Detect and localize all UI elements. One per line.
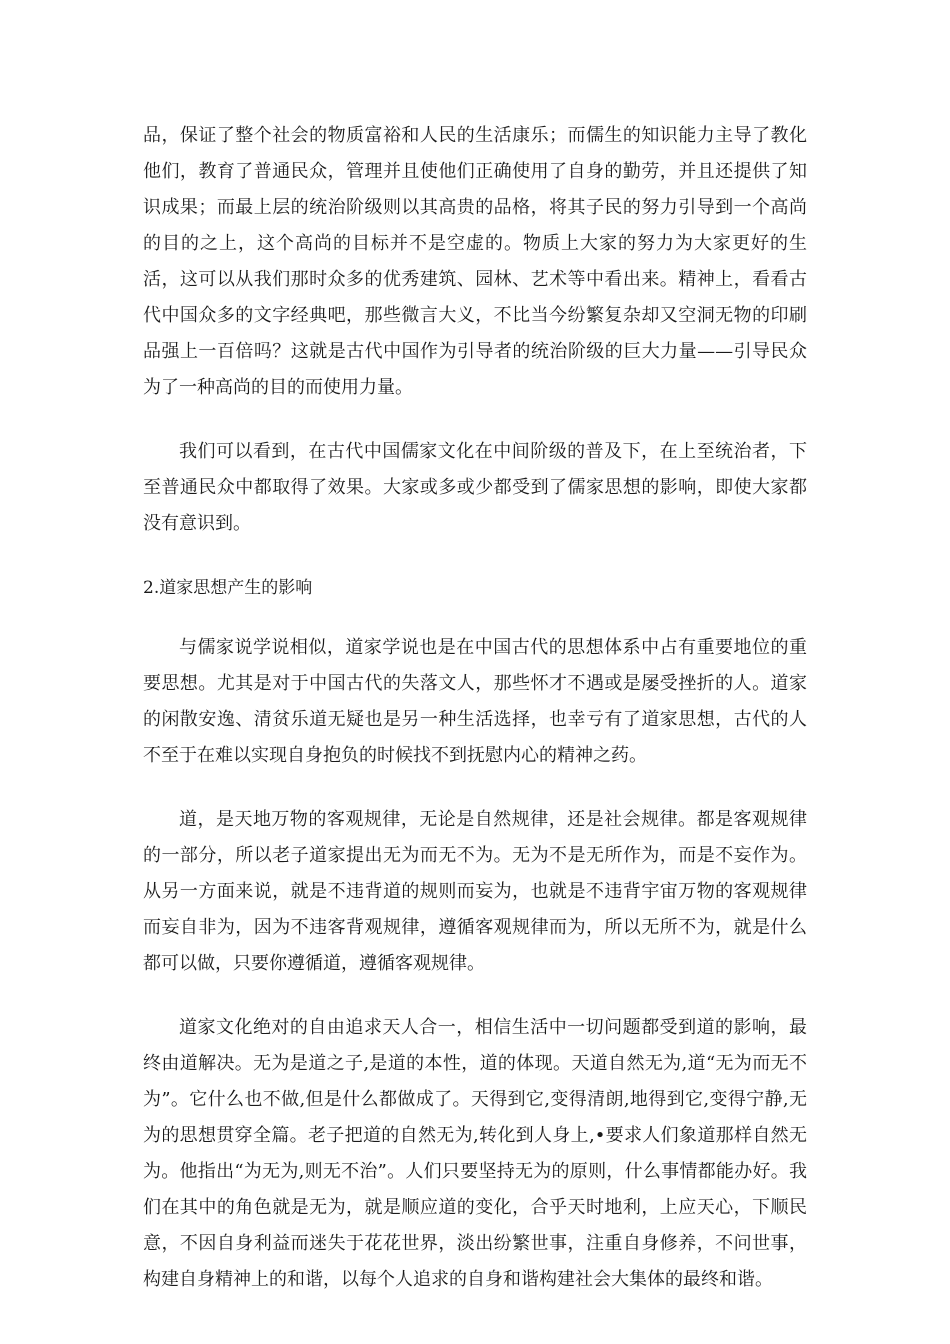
paragraph-confucian-society: 品，保证了整个社会的物质富裕和人民的生活康乐；而儒生的知识能力主导了教化他们，教育了普通民众，管理并且使他们正确使用了自身的勤劳，并且还提供了知识成果；而最上层的统治阶级则以其高贵的品格，将其子民的努力引导到一个高尚的目的之上，这个高尚的目标并不是空虚的。物质上大家的努力为大家更好的生活，这可以从我们那时众多的优秀建筑、园林、艺术等中看出来。精神上，看看古代中国众多的文字经典吧，那些微言大义，不比当今纷繁复杂却又空洞无物的印刷品强上一百倍吗？这就是古代中国作为引导者的统治阶级的巨大力量——引导民众为了一种高尚的目的而使用力量。 bbox=[143, 125, 807, 398]
paragraph-confucian-effect: 我们可以看到，在古代中国儒家文化在中间阶级的普及下，在上至统治者，下至普通民众中都取得了效果。大家或多或少都受到了儒家思想的影响，即使大家都没有意识到。 bbox=[143, 441, 807, 534]
paragraph-tao-definition: 道，是天地万物的客观规律，无论是自然规律，还是社会规律。都是客观规律的一部分，所以老子道家提出无为而无不为。无为不是无所作为，而是不妄作为。从另一方面来说，就是不违背道的规则而妄为，也就是不违背宇宙万物的客观规律而妄自非为，因为不违客背观规律，遵循客观规律而为，所以无所不为，就是什么都可以做，只要你遵循道，遵循客观规律。 bbox=[143, 809, 807, 974]
paragraph-wuwei: 道家文化绝对的自由追求天人合一，相信生活中一切问题都受到道的影响，最终由道解决。无为是道之子,是道的本性，道的体现。天道自然无为,道“无为而无不为”。它什么也不做,但是什么都做成了。天得到它,变得清朗,地得到它,变得宁静,无为的思想贯穿全篇。老子把道的自然无为,转化到人身上,•要求人们象道那样自然无为。他指出“为无为,则无不治”。人们只要坚持无为的原则，什么事情都能办好。我们在其中的角色就是无为，就是顺应道的变化，合乎天时地利，上应天心，下顺民意，不因自身利益而迷失于花花世界，淡出纷繁世事，注重自身修养，不问世事，构建自身精神上的和谐，以每个人追求的自身和谐构建社会大集体的最终和谐。 bbox=[143, 1017, 807, 1290]
paragraph-taoism-intro: 与儒家说学说相似，道家学说也是在中国古代的思想体系中占有重要地位的重要思想。尤其是对于中国古代的失落文人，那些怀才不遇或是屡受挫折的人。道家的闲散安逸、清贫乐道无疑也是另一种生活选择，也幸亏有了道家思想，古代的人不至于在难以实现自身抱负的时候找不到抚慰内心的精神之药。 bbox=[143, 637, 807, 766]
document-page bbox=[143, 118, 807, 1326]
section-heading-taoism: 2.道家思想产生的影响 bbox=[143, 578, 313, 598]
